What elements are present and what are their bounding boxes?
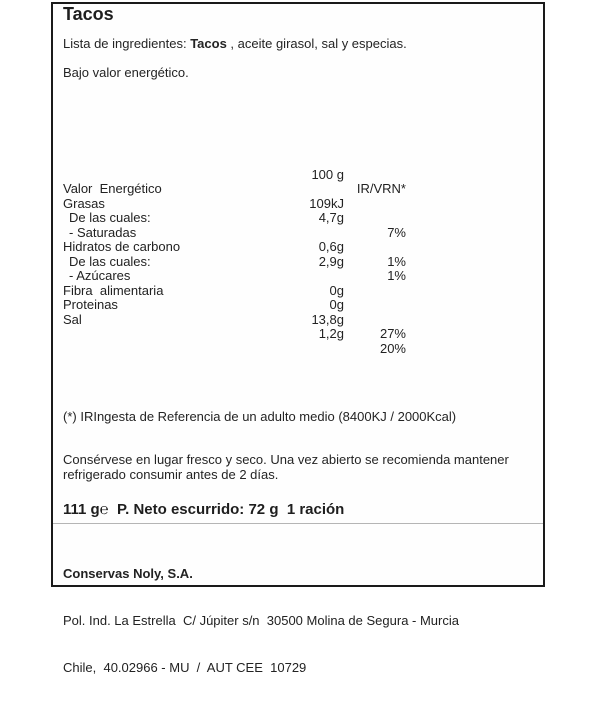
ingredients-product-name: Tacos (190, 36, 227, 51)
row-label: Grasas (63, 195, 105, 211)
net-weight-line: 111 g℮ P. Neto escurrido: 72 g 1 ración (63, 501, 345, 518)
row-amount: 0,6g (318, 239, 344, 254)
row-amount: 4,7g (318, 210, 344, 225)
manufacturer-registry: Chile, 40.02966 - MU / AUT CEE 10729 (63, 660, 307, 676)
column-header-amount: 100 g (311, 166, 344, 182)
row-amount: 109kJ (309, 195, 344, 211)
nutrition-label (51, 2, 545, 676)
row-label: Sal (63, 311, 82, 327)
row-amount: 0g (329, 297, 344, 312)
row-percent: 1% (387, 253, 406, 269)
row-label: Hidratos de carbono (63, 239, 181, 254)
row-percent: 20% (379, 340, 406, 356)
manufacturer-address: Pol. Ind. La Estrella C/ Júpiter s/n 30500 Molina de Segura - Murcia (63, 612, 459, 628)
reference-intake-footnote: (*) IRIngesta de Referencia de un adulto medio (8400KJ / 2000Kcal) (63, 409, 457, 424)
row-label: De las cuales: (69, 253, 151, 269)
storage-line-2: refrigerado consumir antes de 2 días. (63, 466, 279, 482)
nutrition-table (53, 153, 543, 356)
row-amount: 13,8g (311, 311, 344, 327)
storage-line-1: Consérvese en lugar fresco y seco. Una vez abierto se recomienda mantener (63, 452, 509, 467)
row-label: - Saturadas (69, 224, 137, 240)
ingredients-suffix: , aceite girasol, sal y especias. (226, 36, 407, 51)
ingredients-line (63, 37, 533, 52)
manufacturer-block (63, 534, 539, 708)
row-percent: 27% (379, 326, 406, 341)
row-label: Valor Energético (63, 181, 162, 196)
row-percent: 1% (387, 268, 406, 283)
row-label: Fibra alimentaria (63, 282, 164, 298)
divider-line (53, 523, 543, 524)
row-label: Proteinas (63, 297, 118, 312)
column-header-reference: IR/VRN* (356, 181, 406, 196)
storage-instructions (63, 453, 523, 482)
product-title: Tacos (63, 4, 114, 24)
row-percent: 7% (387, 224, 406, 240)
energy-claim: Bajo valor energético. (63, 65, 189, 80)
row-amount: 0g (329, 282, 344, 298)
ingredients-prefix: Lista de ingredientes: (63, 36, 191, 51)
manufacturer-name: Conservas Noly, S.A. (63, 565, 193, 581)
row-amount: 2,9g (318, 253, 344, 269)
row-label: - Azúcares (69, 268, 131, 283)
row-label: De las cuales: (69, 210, 151, 225)
row-amount: 1,2g (318, 326, 344, 341)
